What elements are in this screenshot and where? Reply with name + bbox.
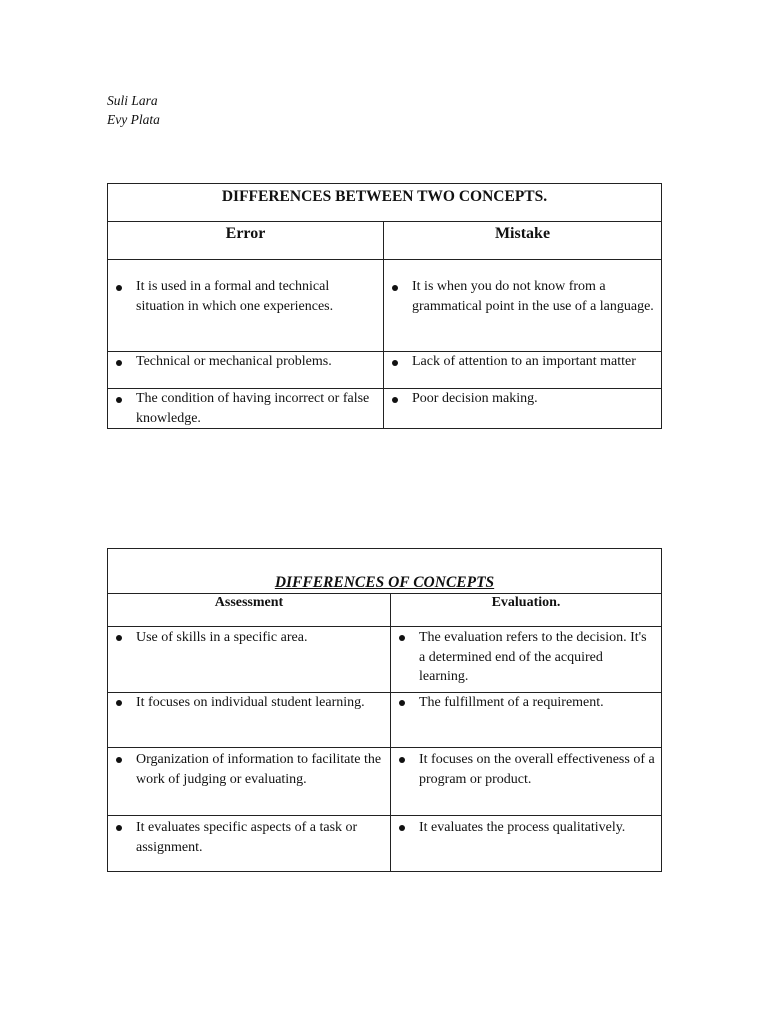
bullet-icon bbox=[116, 397, 122, 403]
table-cell: The evaluation refers to the decision. It's a determined end of the acquired learning. bbox=[419, 630, 647, 684]
bullet-icon bbox=[392, 360, 398, 366]
bullet-icon bbox=[399, 700, 405, 706]
error-vs-mistake-table bbox=[107, 183, 662, 429]
bullet-icon bbox=[116, 700, 122, 706]
table-cell: It is used in a formal and technical situation in which one experiences. bbox=[136, 279, 334, 314]
table-cell: Lack of attention to an important matter bbox=[412, 354, 636, 369]
bullet-icon bbox=[116, 285, 122, 291]
table-cell: Use of skills in a specific area. bbox=[136, 630, 308, 645]
table-cell: Technical or mechanical problems. bbox=[136, 354, 332, 369]
table-row bbox=[108, 816, 662, 872]
bullet-icon bbox=[399, 757, 405, 763]
table-cell: It focuses on individual student learning. bbox=[136, 695, 365, 710]
bullet-icon bbox=[392, 285, 398, 291]
table-row bbox=[108, 627, 662, 693]
bullet-icon bbox=[399, 825, 405, 831]
bullet-icon bbox=[116, 360, 122, 366]
table-cell: It is when you do not know from a grammatical point in the use of a language. bbox=[412, 279, 654, 314]
table-cell: Poor decision making. bbox=[412, 391, 538, 406]
assessment-vs-evaluation-table bbox=[107, 548, 662, 872]
column-header-assessment: Assessment bbox=[108, 594, 391, 627]
table-cell: The fulfillment of a requirement. bbox=[419, 695, 604, 710]
table-title: DIFFERENCES OF CONCEPTS bbox=[108, 549, 662, 594]
column-header-evaluation: Evaluation. bbox=[391, 594, 662, 627]
author-names bbox=[107, 91, 160, 129]
author-name: Suli Lara bbox=[107, 93, 158, 108]
bullet-icon bbox=[116, 635, 122, 641]
bullet-icon bbox=[392, 397, 398, 403]
column-header-error: Error bbox=[108, 222, 384, 260]
table-row bbox=[108, 352, 662, 389]
table-cell: Organization of information to facilitate the work of judging or evaluating. bbox=[136, 752, 382, 787]
bullet-icon bbox=[399, 635, 405, 641]
table-row bbox=[108, 693, 662, 748]
table-row bbox=[108, 389, 662, 429]
column-header-mistake: Mistake bbox=[384, 222, 662, 260]
bullet-icon bbox=[116, 825, 122, 831]
table-cell: It evaluates specific aspects of a task or assignment. bbox=[136, 820, 358, 855]
table-row bbox=[108, 748, 662, 816]
table-cell: It evaluates the process qualitatively. bbox=[419, 820, 626, 835]
table-row bbox=[108, 260, 662, 352]
table-cell: It focuses on the overall effectiveness of a program or product. bbox=[419, 752, 655, 787]
table-cell: The condition of having incorrect or false knowledge. bbox=[136, 391, 370, 426]
author-name: Evy Plata bbox=[107, 112, 160, 127]
bullet-icon bbox=[116, 757, 122, 763]
table-title: DIFFERENCES BETWEEN TWO CONCEPTS. bbox=[108, 184, 662, 222]
